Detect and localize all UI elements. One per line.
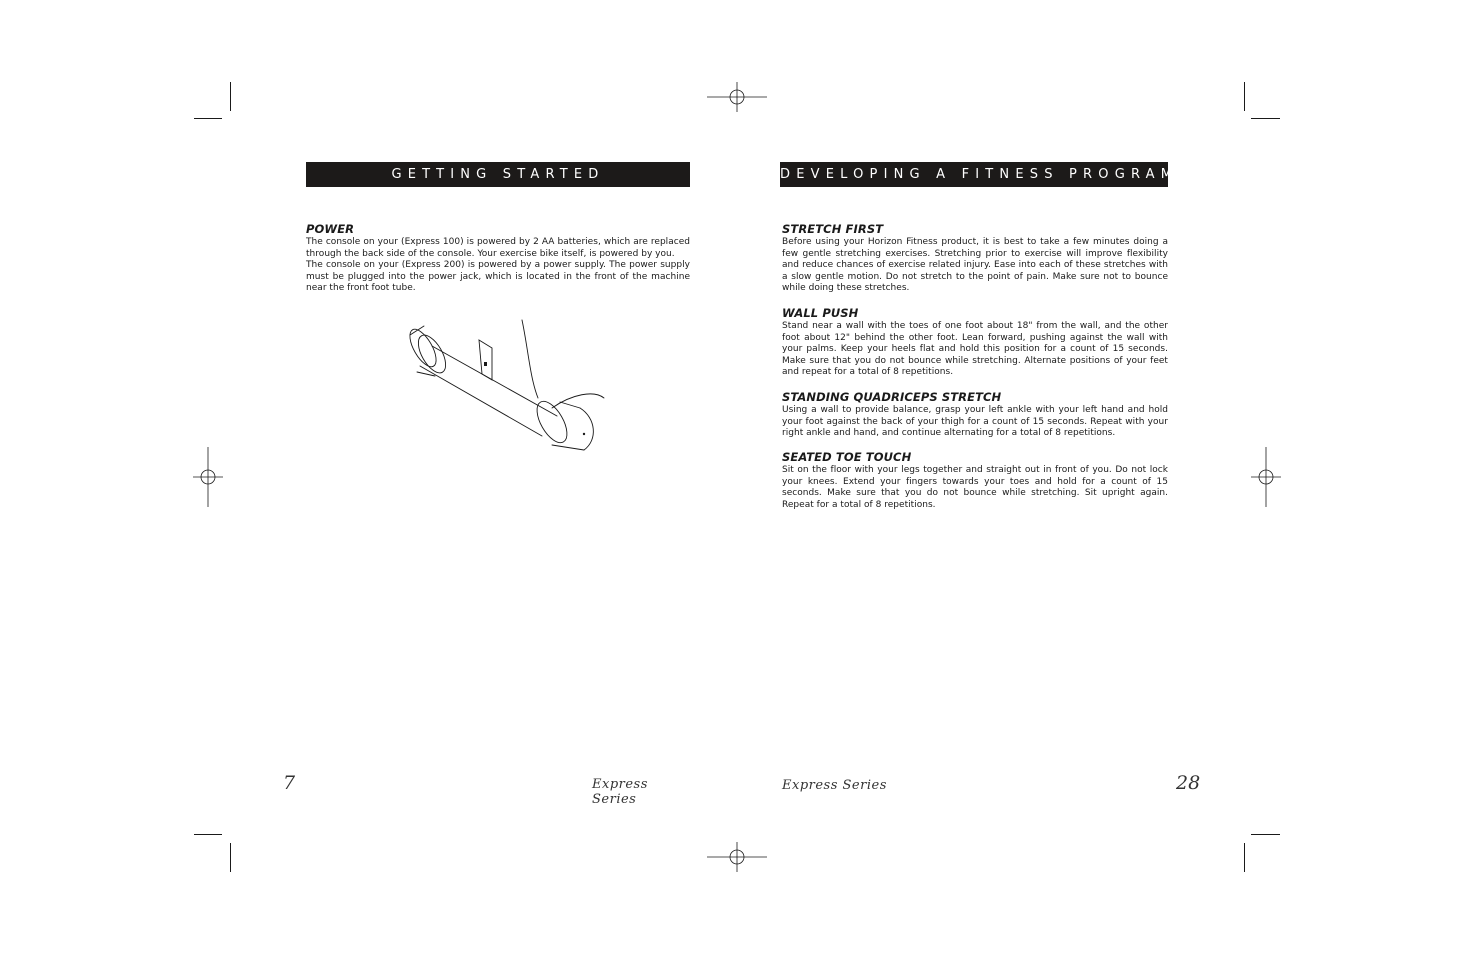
series-label: Express Series xyxy=(592,777,648,807)
section-title: STANDING QUADRICEPS STRETCH xyxy=(782,390,1002,404)
crop-mark xyxy=(1251,834,1280,835)
paragraph: Before using your Horizon Fitness product, it is best to take a few minutes doing a few gentle stretching exercises. Stretching prior to exercise will improve flexibility and reduce chances of exercise related injury. Ease into each of these stretches with a slow gentle motion. Do not stretch to the point of pain. Make sure not to bounce while doing these stretches. xyxy=(782,237,1168,294)
crop-mark xyxy=(1244,82,1245,111)
crop-mark xyxy=(1244,843,1245,872)
stretch-first-section xyxy=(782,222,1168,295)
paragraph: Stand near a wall with the toes of one foot about 18" from the wall, and the other foot about 12" behind the other foot. Lean forward, pushing against the wall with your palms. Keep your heels flat and hold this position for a count of 15 seconds. Make sure that you do not bounce while stretching. Alternate positions of your feet and repeat for a total of 8 repetitions. xyxy=(782,321,1168,378)
crop-mark xyxy=(194,118,222,119)
crop-mark xyxy=(230,843,231,872)
registration-mark xyxy=(707,82,767,112)
power-section xyxy=(306,222,690,295)
section-title: POWER xyxy=(306,222,355,236)
crop-mark xyxy=(1251,118,1280,119)
section-title: SEATED TOE TOUCH xyxy=(782,450,912,464)
section-title: STRETCH FIRST xyxy=(782,222,884,236)
registration-mark xyxy=(1251,447,1281,507)
standing-quadriceps-section xyxy=(782,390,1168,440)
paragraph: Sit on the floor with your legs together and straight out in front of you. Do not lock your knees. Extend your fingers towards your toes and hold for a count of 15 seconds. Make sure that you do not bounce while stretching. Sit upright again. Repeat for a total of 8 repetitions. xyxy=(782,465,1168,510)
paragraph: The console on your (Express 100) is powered by 2 AA batteries, which are replaced through the back side of the console. Your exercise bike itself, is powered by you. xyxy=(306,237,690,259)
section-header: DEVELOPING A FITNESS PROGRAM xyxy=(780,162,1168,187)
seated-toe-touch-section xyxy=(782,450,1168,511)
section-header: GETTING STARTED xyxy=(306,162,690,187)
section-title: WALL PUSH xyxy=(782,306,859,320)
series-label: Express Series xyxy=(782,778,887,793)
crop-mark xyxy=(194,834,222,835)
crop-mark xyxy=(230,82,231,111)
registration-mark xyxy=(193,447,223,507)
wall-push-section xyxy=(782,306,1168,379)
paragraph: The console on your (Express 200) is powered by a power supply. The power supply must be plugged into the power jack, which is located in the front of the machine near the front foot tube. xyxy=(306,260,690,294)
foot-tube-illustration xyxy=(402,318,612,458)
paragraph: Using a wall to provide balance, grasp your left ankle with your left hand and hold your foot against the back of your thigh for a count of 15 seconds. Repeat with your right ankle and hand, and continue alternating for a total of 8 repetitions. xyxy=(782,405,1168,439)
page-number: 7 xyxy=(283,772,296,794)
registration-mark xyxy=(707,842,767,872)
page-number: 28 xyxy=(1176,772,1201,794)
